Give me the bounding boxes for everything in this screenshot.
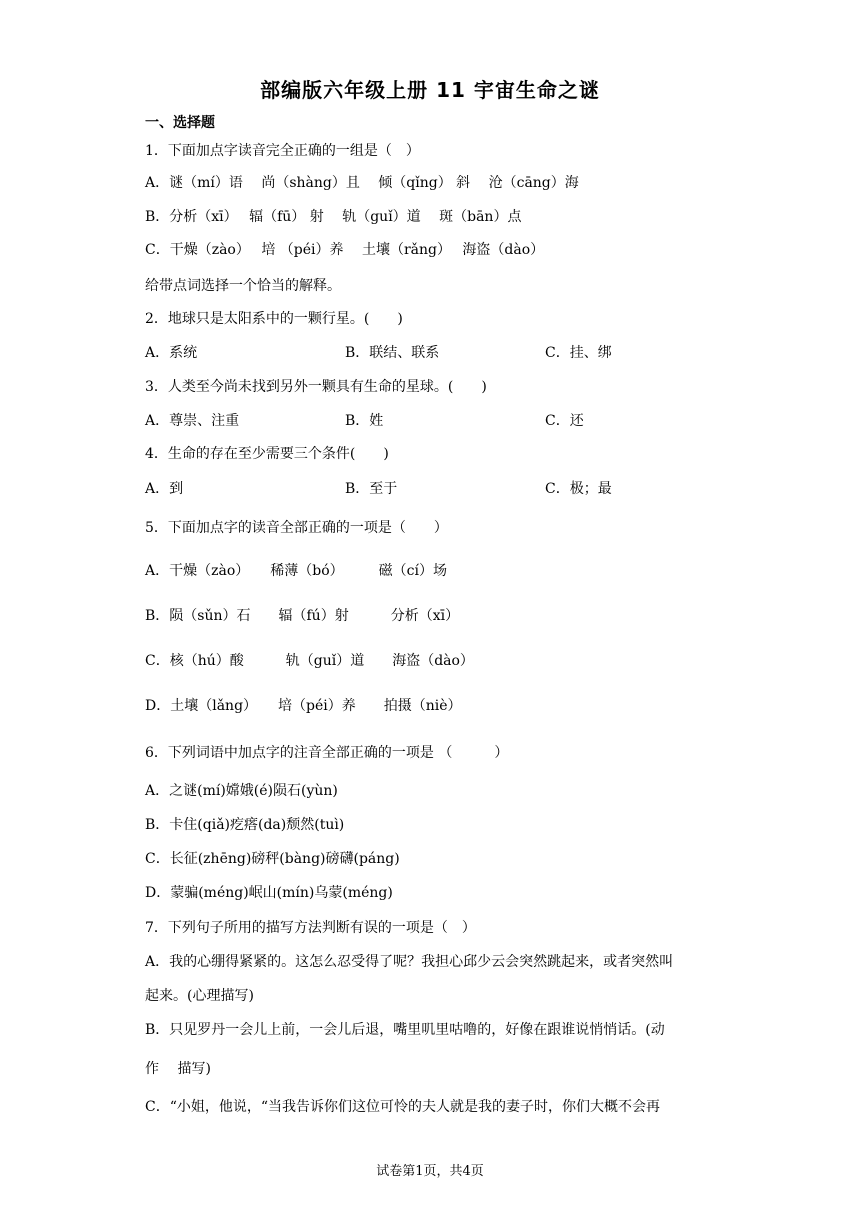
q3-stem: 3．人类至今尚未找到另外一颗具有生命的星球。( ) — [145, 379, 487, 395]
q6-option-d: D．蒙骗(méng)岷山(mín)乌蒙(méng) — [145, 885, 393, 901]
q7-option-b-line1: B．只见罗丹一会儿上前，一会儿后退，嘴里叽里咕噜的，好像在跟谁说悄悄话。(动 — [145, 1022, 665, 1038]
q2-option-b: B．联结、联系 — [345, 345, 440, 361]
q3-option-a: A．尊崇、注重 — [145, 413, 240, 429]
q7-option-a-line2: 起来。(心理描写) — [145, 988, 254, 1004]
q5-option-c: C．核（hú）酸 轨（guǐ）道 海盗（dào） — [145, 653, 474, 669]
q1-option-c: C．干燥（zào） 培 （péi）养 土壤（rǎng） 海盗（dào） — [145, 242, 545, 258]
q7-option-a-line1: A．我的心绷得紧紧的。这怎么忍受得了呢？我担心邱少云会突然跳起来，或者突然叫 — [145, 954, 674, 970]
page-title: 部编版六年级上册 11 宇宙生命之谜 — [260, 78, 600, 102]
q2-option-a: A．系统 — [145, 345, 198, 361]
q6-option-c: C．长征(zhēng)磅秤(bàng)磅礴(páng) — [145, 851, 400, 867]
page-footer: 试卷第1页，共4页 — [376, 1164, 484, 1179]
q1-option-a: A．谜（mí）语 尚（shàng）且 倾（qǐng） 斜 沧（cāng）海 — [145, 175, 579, 191]
q5-option-b: B．陨（sǔn）石 辐（fú）射 分析（xī） — [145, 608, 460, 624]
q4-option-b: B．至于 — [345, 481, 398, 497]
q2-option-c: C．挂、绑 — [545, 345, 612, 361]
q5-option-a: A．干燥（zào） 稀薄（bó） 磁（cí）场 — [145, 563, 447, 579]
q7-option-b-line2: 作 描写) — [145, 1061, 211, 1077]
q4-stem: 4．生命的存在至少需要三个条件( ) — [145, 446, 389, 462]
q4-option-a: A．到 — [145, 481, 184, 497]
q6-stem: 6．下列词语中加点字的注音全部正确的一项是 （ ） — [145, 745, 509, 761]
instruction: 给带点词选择一个恰当的解释。 — [145, 278, 341, 294]
q6-option-b: B．卡住(qiǎ)疙瘩(da)颓然(tuì) — [145, 817, 345, 833]
q2-stem: 2．地球只是太阳系中的一颗行星。( ) — [145, 311, 403, 327]
q5-stem: 5．下面加点字的读音全部正确的一项是（ ） — [145, 520, 448, 536]
q5-option-d: D．土壤（lǎng） 培（péi）养 拍摄（niè） — [145, 698, 462, 714]
q7-option-c-line1: C．“小姐，他说，“当我告诉你们这位可怜的夫人就是我的妻子时，你们大概不会再 — [145, 1099, 661, 1115]
q3-option-c: C．还 — [545, 413, 584, 429]
section-heading: 一、选择题 — [145, 115, 215, 131]
q1-stem: 1．下面加点字读音完全正确的一组是（ ） — [145, 143, 420, 159]
q7-stem: 7．下列句子所用的描写方法判断有误的一项是（ ） — [145, 920, 476, 936]
q1-option-b: B．分析（xī） 辐（fū） 射 轨（guǐ）道 斑（bān）点 — [145, 209, 522, 225]
q6-option-a: A．之谜(mí)嫦娥(é)陨石(yùn) — [145, 783, 338, 799]
q4-option-c: C．极；最 — [545, 481, 612, 497]
q3-option-b: B．姓 — [345, 413, 384, 429]
